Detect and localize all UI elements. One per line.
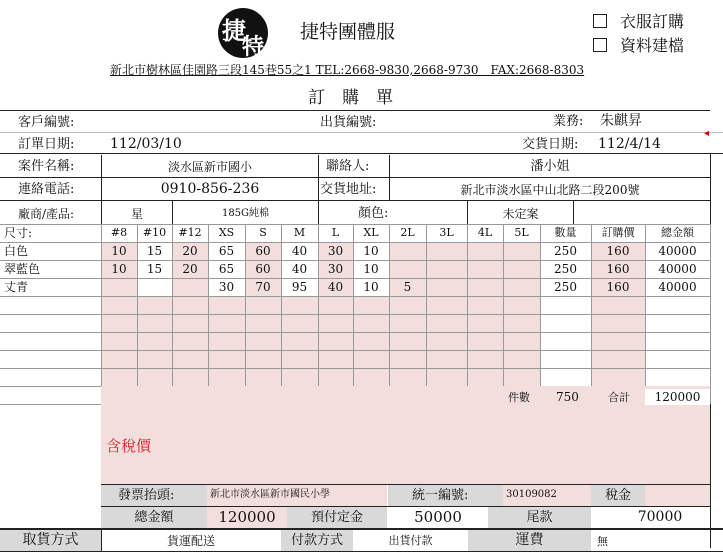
contact-value[interactable]: 潘小姐 (530, 159, 570, 174)
size-cell-bg (354, 315, 389, 332)
delivery-address-value[interactable]: 新北市淡水區中山北路二段200號 (460, 183, 640, 197)
grid-line (503, 224, 504, 404)
checkbox-data-label: 資料建檔 (620, 36, 685, 55)
size-qty-cell[interactable]: 65 (218, 262, 235, 276)
size-cell-bg (138, 369, 172, 386)
size-cell-bg (390, 261, 426, 278)
size-cell-bg (319, 297, 353, 314)
sum-value: 120000 (645, 389, 710, 405)
phone-label: 連絡電話: (18, 182, 75, 197)
order-date-label: 訂單日期: (18, 137, 75, 152)
size-qty-cell[interactable]: 15 (146, 262, 163, 276)
size-cell-bg (468, 297, 503, 314)
total-header: 總金額 (661, 226, 694, 239)
size-cell-bg (427, 297, 467, 314)
size-qty-cell[interactable]: 70 (255, 280, 271, 294)
tax-bg (645, 485, 710, 506)
size-cell-bg (102, 297, 137, 314)
size-cell-bg (504, 243, 540, 260)
size-qty-cell[interactable]: 40 (291, 244, 308, 258)
size-cell-bg (390, 351, 426, 368)
balance-value: 70000 (637, 509, 683, 525)
grid-line (426, 224, 427, 404)
size-cell-bg (209, 351, 245, 368)
row-qty: 250 (554, 280, 577, 294)
size-cell-bg (102, 315, 137, 332)
tax-label: 稅金 (604, 488, 631, 503)
row-qty: 250 (554, 262, 577, 276)
grid-line (0, 296, 710, 297)
logo-char-1: 捷 (222, 16, 246, 45)
price-header: 訂購價 (601, 226, 635, 239)
size-header-xl: XL (363, 226, 379, 239)
size-cell-bg (354, 351, 389, 368)
size-cell-bg (246, 369, 281, 386)
freight-value[interactable]: 無 (597, 535, 608, 548)
grid-line (389, 224, 390, 404)
rule (0, 153, 723, 154)
grid-line (0, 314, 710, 315)
invoice-title-label: 發票抬頭: (118, 488, 175, 503)
size-cell-bg (173, 297, 208, 314)
size-cell-bg (319, 333, 353, 350)
size-cell-bg (319, 351, 353, 368)
checkbox-clothing-order[interactable] (593, 14, 607, 28)
pickup-label: 取貨方式 (22, 532, 79, 548)
size-qty-cell[interactable]: 10 (363, 262, 379, 276)
size-cell-bg (427, 351, 467, 368)
vendor-label: 廠商/產品: (18, 207, 75, 221)
size-cell-bg (427, 279, 467, 296)
size-qty-cell[interactable]: 10 (363, 244, 379, 258)
divider (573, 200, 574, 224)
size-qty-cell[interactable]: 30 (327, 262, 344, 276)
delivery-date-label: 交貨日期: (522, 137, 579, 152)
size-cell-bg (319, 315, 353, 332)
rule (0, 551, 723, 552)
sum-label: 合計 (608, 391, 630, 404)
size-qty-cell[interactable]: 5 (403, 280, 412, 294)
size-qty-cell[interactable]: 30 (327, 244, 344, 258)
size-cell-bg (468, 369, 503, 386)
size-cell-bg (173, 351, 208, 368)
balance-label: 尾款 (526, 510, 553, 525)
size-cell-bg (102, 351, 137, 368)
size-qty-cell[interactable]: 95 (291, 280, 308, 294)
size-cell-bg (504, 351, 540, 368)
size-cell-bg (209, 369, 245, 386)
price-cell-bg (592, 315, 645, 332)
size-cell-bg (504, 297, 540, 314)
price-cell-bg (592, 297, 645, 314)
size-cell-bg (246, 315, 281, 332)
color-label: 顏色: (358, 206, 389, 221)
price-cell-bg (592, 333, 645, 350)
size-cell-bg (282, 369, 318, 386)
company-name: 捷特團體服 (300, 21, 396, 43)
grid-line (710, 224, 711, 404)
sales-label: 業務: (553, 114, 584, 129)
size-header-m: M (293, 226, 306, 239)
size-cell-bg (504, 333, 540, 350)
size-cell-bg (173, 279, 208, 296)
rule (0, 177, 710, 178)
price-cell-bg (592, 369, 645, 386)
size-header-5l: 5L (514, 226, 529, 239)
row-qty: 250 (554, 244, 577, 258)
size-qty-cell[interactable]: 10 (363, 280, 379, 294)
size-cell-bg (282, 297, 318, 314)
invoice-title-value[interactable]: 新北市淡水區新市國民小學 (210, 489, 330, 500)
size-cell-bg (390, 297, 426, 314)
grid-line (0, 368, 710, 369)
size-header-n10: #10 (142, 226, 167, 239)
row-price[interactable]: 160 (606, 244, 630, 258)
grid-line (467, 224, 468, 404)
case-name-value[interactable]: 淡水區新市國小 (167, 160, 252, 174)
size-cell-bg (282, 315, 318, 332)
size-header-s: S (259, 226, 267, 239)
sales-value[interactable]: 朱麒昇 (600, 113, 642, 129)
size-cell-bg (468, 315, 503, 332)
size-header-2l: 2L (400, 226, 415, 239)
size-qty-cell[interactable]: 20 (182, 262, 198, 276)
size-cell-bg (504, 315, 540, 332)
size-cell-bg (390, 315, 426, 332)
size-qty-cell[interactable]: 60 (255, 262, 271, 276)
size-cell-bg (319, 369, 353, 386)
row-total: 40000 (658, 244, 697, 258)
size-cell-bg (138, 315, 172, 332)
size-qty-cell[interactable]: 10 (111, 244, 127, 258)
price-cell-bg (592, 351, 645, 368)
size-qty-cell[interactable]: 65 (218, 244, 235, 258)
notes-bg (101, 408, 710, 484)
order-date-value[interactable]: 112/03/10 (110, 136, 182, 152)
vendor-value[interactable]: 星 (130, 207, 143, 221)
tax-id-label: 統一編號: (412, 488, 469, 503)
size-cell-bg (468, 333, 503, 350)
shipment-no-label: 出貨編號: (320, 115, 377, 130)
delivery-address-label: 交貨地址: (320, 182, 377, 197)
size-header-3l: 3L (439, 226, 454, 239)
size-header-4l: 4L (477, 226, 493, 239)
tax-id-value[interactable]: 30109082 (506, 489, 557, 500)
size-cell-bg (138, 333, 172, 350)
divider (101, 528, 102, 551)
pay-method-label: 付款方式 (290, 533, 343, 548)
size-cell-bg (209, 333, 245, 350)
size-cell-bg (504, 261, 540, 278)
size-cell-bg (138, 297, 172, 314)
grid-line (0, 332, 710, 333)
customer-no-label: 客戶編號: (18, 115, 75, 130)
company-logo (218, 8, 268, 58)
delivery-date-value[interactable]: 112/4/14 (598, 136, 661, 152)
size-qty-cell[interactable]: 40 (327, 280, 344, 294)
size-cell-bg (427, 333, 467, 350)
freight-label: 運費 (515, 532, 544, 548)
size-cell-bg (468, 351, 503, 368)
row-total: 40000 (658, 262, 697, 276)
size-cell-bg (390, 369, 426, 386)
divider (318, 200, 319, 224)
row-color-label: 白色 (4, 244, 29, 258)
size-cell-bg (102, 279, 137, 296)
size-cell-bg (138, 351, 172, 368)
rule (0, 528, 723, 530)
form-title: 訂 購 單 (308, 88, 393, 108)
grand-total-value: 120000 (218, 508, 276, 526)
size-cell-bg (173, 333, 208, 350)
rule (0, 110, 710, 111)
size-cell-bg (390, 333, 426, 350)
grid-line (0, 350, 710, 351)
size-cell-bg (173, 369, 208, 386)
size-cell-bg (427, 369, 467, 386)
grand-total-label: 總金額 (134, 510, 174, 525)
size-header-label: 尺寸: (4, 226, 33, 240)
row-color-label: 翠藍色 (4, 262, 41, 276)
size-qty-cell[interactable]: 10 (111, 262, 127, 276)
qty-header: 數量 (554, 226, 577, 239)
size-header-xs: XS (218, 226, 235, 239)
phone-value[interactable]: 0910-856-236 (160, 181, 260, 197)
size-header-n12: #12 (178, 226, 202, 239)
count-label: 件數 (508, 391, 530, 404)
tax-note: 含稅價 (106, 437, 152, 455)
size-cell-bg (246, 333, 281, 350)
row-price[interactable]: 160 (606, 280, 630, 294)
size-cell-bg (468, 279, 503, 296)
size-cell-bg (427, 243, 467, 260)
size-cell-bg (209, 315, 245, 332)
size-header-l: L (331, 226, 340, 239)
size-qty-cell[interactable]: 30 (218, 280, 235, 294)
size-cell-bg (209, 297, 245, 314)
pay-method-value[interactable]: 出貨付款 (388, 534, 433, 547)
size-cell-bg (102, 369, 137, 386)
size-cell-bg (468, 261, 503, 278)
logo-char-2: 特 (242, 34, 265, 60)
case-name-label: 案件名稱: (18, 159, 75, 174)
size-cell-bg (102, 333, 137, 350)
company-address: 新北市樹林區佳園路三段145巷55之1 TEL:2668-9830,2668-9730 FAX:2668-8303 (110, 63, 585, 77)
size-qty-cell[interactable]: 60 (255, 244, 271, 258)
size-cell-bg (354, 369, 389, 386)
row-total: 40000 (658, 280, 697, 294)
size-cell-bg (282, 351, 318, 368)
size-qty-cell[interactable]: 20 (182, 244, 198, 258)
count-value: 750 (556, 390, 579, 404)
size-cell-bg (427, 261, 467, 278)
divider (318, 155, 319, 200)
rule (0, 200, 710, 201)
rule (0, 132, 723, 133)
size-cell-bg (427, 315, 467, 332)
size-cell-bg (282, 333, 318, 350)
checkbox-data-entry[interactable] (593, 38, 607, 52)
color-value[interactable]: 未定案 (502, 207, 539, 221)
pickup-value[interactable]: 貨運配送 (166, 534, 215, 548)
size-cell-bg (504, 369, 540, 386)
size-cell-bg (354, 297, 389, 314)
size-cell-bg (246, 351, 281, 368)
row-price[interactable]: 160 (606, 262, 630, 276)
size-cell-bg (173, 315, 208, 332)
size-cell-bg (354, 333, 389, 350)
row-color-label: 丈青 (4, 280, 29, 294)
product-value[interactable]: 185G純棉 (221, 208, 270, 219)
size-cell-bg (390, 243, 426, 260)
contact-label: 聯絡人: (326, 159, 370, 174)
size-cell-bg (468, 243, 503, 260)
size-header-n8: #8 (110, 226, 128, 239)
deposit-label: 預付定金 (310, 510, 363, 525)
cell-comment-marker: ◂ (704, 128, 710, 139)
size-cell-bg (246, 297, 281, 314)
size-qty-cell[interactable]: 40 (291, 262, 308, 276)
checkbox-clothing-label: 衣服訂購 (620, 12, 685, 31)
size-cell-bg (504, 279, 540, 296)
size-qty-cell[interactable]: 15 (146, 244, 163, 258)
deposit-value[interactable]: 50000 (414, 508, 462, 526)
